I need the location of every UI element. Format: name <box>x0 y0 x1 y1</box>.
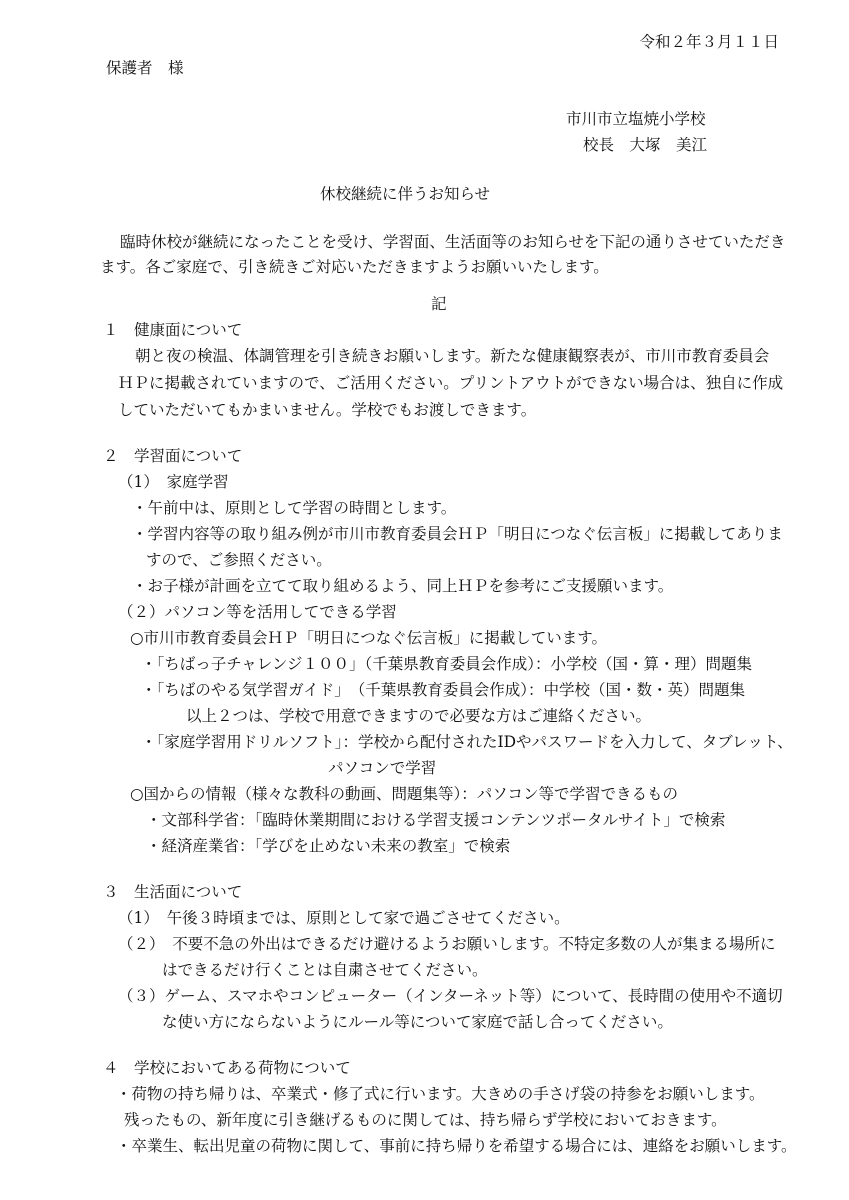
life-item: な使い方にならないようにルール等について家庭で話し合ってください。 <box>162 1013 673 1031</box>
addressee: 保護者 様 <box>106 59 184 77</box>
health-body-line: 朝と夜の検温、体調管理を引き続きお願いします。新たな健康観察表が、市川市教育委員会 <box>135 347 770 365</box>
belongings-item: 残ったもの、新年度に引き継げるものに関しては、持ち帰らず学校においておきます。 <box>124 1111 727 1129</box>
home-study-item: ・学習内容等の取り組み例が市川市教育委員会ＨＰ「明日につなぐ伝言板」に掲載してありま <box>132 525 783 543</box>
life-item: はできるだけ行くことは自粛させてください。 <box>162 961 488 979</box>
pc-study-item: ・「ちばのやる気学習ガイド」 （千葉県教育委員会作成）：中学校（国・数・英）問題集 <box>141 681 746 699</box>
section-heading-health: １ 健康面について <box>103 321 243 339</box>
sender-principal: 校長 大塚 美江 <box>583 136 708 154</box>
national-info: ○国からの情報（様々な教科の動画、問題集等）：パソコン等で学習できるもの <box>130 785 678 803</box>
home-study-item: ・お子様が計画を立てて取り組めるよう、同上ＨＰを参考にご支援願います。 <box>132 577 674 595</box>
home-study-heading: （1） 家庭学習 <box>118 473 229 491</box>
home-study-item: ・午前中は、原則として学習の時間とします。 <box>132 499 457 517</box>
issue-date: 令和２年３月１１日 <box>639 33 779 51</box>
intro-line: 臨時休校が継続になったことを受け、学習面、生活面等のお知らせを下記の通りさせていただき <box>120 233 786 251</box>
home-study-item: すので、ご参照ください。 <box>146 551 332 569</box>
ki-mark: 記 <box>431 295 447 313</box>
life-item: （２） 不要不急の外出はできるだけ避けるようお願いします。不特定多数の人が集まる場所に <box>118 935 776 953</box>
health-body-line: していただいてもかまいません。学校でもお渡しできます。 <box>118 401 537 419</box>
pc-study-heading: （２）パソコン等を活用してできる学習 <box>118 603 397 621</box>
intro-line: ます。各ご家庭で、引き続きご対応いただきますようお願いいたします。 <box>100 258 609 276</box>
belongings-item: ・卒業生、転出児童の荷物に関して、事前に持ち帰りを希望する場合には、連絡をお願いします。 <box>116 1137 797 1155</box>
pc-study-item: 以上２つは、学校で用意できますので必要な方はご連絡ください。 <box>186 707 652 725</box>
section-heading-belongings: ４ 学校においてある荷物について <box>103 1059 351 1077</box>
pc-study-item: パソコンで学習 <box>328 759 437 777</box>
section-heading-study: ２ 学習面について <box>103 447 243 465</box>
life-item: （1） 午後３時頃までは、原則として家で過ごさせてください。 <box>118 909 570 927</box>
health-body-line: ＨＰに掲載されていますので、ご活用ください。プリントアウトができない場合は、独自に作成 <box>118 374 784 392</box>
pc-study-item: ・「ちばっ子チャレンジ１００」（千葉県教育委員会作成）：小学校（国・算・理）問題集 <box>141 655 753 673</box>
section-heading-life: ３ 生活面について <box>103 883 243 901</box>
sender-school: 市川市立塩焼小学校 <box>566 110 706 128</box>
national-item: ・文部科学省：「臨時休業期間における学習支援コンテンツポータルサイト」で検索 <box>146 811 726 829</box>
pc-study-item: ・「家庭学習用ドリルソフト」：学校から配付されたIDやパスワードを入力して、タブレット、 <box>141 733 793 751</box>
document-title: 休校継続に伴うお知らせ <box>320 185 491 203</box>
pc-board-info: ○市川市教育委員会ＨＰ「明日につなぐ伝言板」に掲載しています。 <box>130 629 607 647</box>
life-item: （３）ゲーム、スマホやコンピューター（インターネット等）について、長時間の使用や不適切 <box>118 987 783 1005</box>
belongings-item: ・荷物の持ち帰りは、卒業式・修了式に行います。大きめの手さげ袋の持参をお願いします。 <box>116 1085 765 1103</box>
national-item: ・経済産業省：「学びを止めない未来の教室」で検索 <box>146 837 511 855</box>
